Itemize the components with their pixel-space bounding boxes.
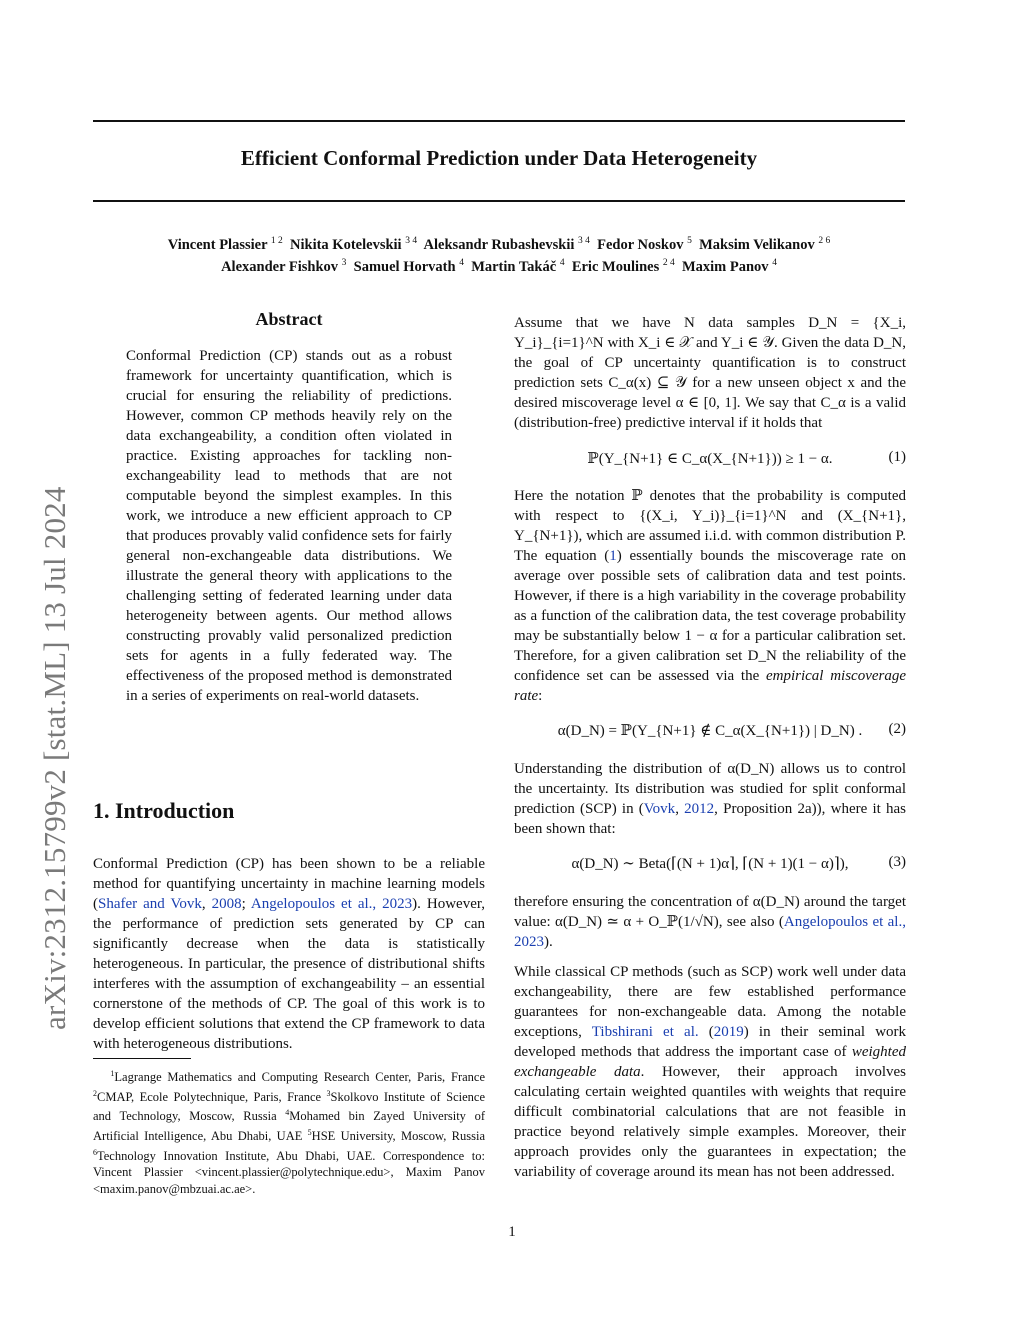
author-name: Martin Takáč xyxy=(471,258,557,275)
author-affiliation: 2 6 xyxy=(818,236,831,246)
paragraph-text: therefore ensuring the concentration of α(D_N) around the target value: α(D_N) ≃ α + O_ℙ(1/√N), see also ( xyxy=(514,894,906,930)
author-affiliation: 2 4 xyxy=(662,258,675,268)
abstract-text: Conformal Prediction (CP) stands out as a robust framework for uncertainty quantification, which is crucial for ensuring the reliability of predictions. However, common CP methods heavily rely on the data exchangeability, a condition often violated in practice. Existing approaches for tackling non-exchangeability lead to methods that are not computable beyond the simplest examples. In this work, we introduce a new efficient approach to CP that produces provably valid confidence sets for fairly general non-exchangeable data distributions. We illustrate the general theory with applications to the challenging setting of federated learning under data heterogeneity between agents. Our method allows constructing provably valid personalized prediction sets for agents in a fully federated way. The effectiveness of the proposed method is demonstrated in a series of experiments on real-world datasets. xyxy=(126,348,452,704)
equation-number: (3) xyxy=(888,854,906,870)
top-rule xyxy=(93,120,905,122)
right-paragraph-4 xyxy=(514,892,906,952)
title-bottom-rule xyxy=(93,200,905,202)
abstract-heading: Abstract xyxy=(255,309,323,329)
citation-link[interactable]: Angelopoulos et al., xyxy=(250,896,377,912)
author-name: Vincent Plassier xyxy=(167,236,268,253)
right-paragraph-2 xyxy=(514,486,906,706)
author-name: Alexander Fishkov xyxy=(221,258,339,275)
affiliation-text: Skolkovo Institute of Science and Technology, Moscow, Russia xyxy=(93,1089,486,1124)
author-name: Maxim Panov xyxy=(681,258,769,275)
paper-title: Efficient Conformal Prediction under Data Heterogeneity xyxy=(240,146,758,170)
affiliation-text: Mohamed bin Zayed University of Artificial Intelligence, Abu Dhabi, UAE xyxy=(93,1109,485,1144)
right-paragraph-5: While classical CP methods (such as SCP) work well under data exchangeability, there are few established performance guarantees for non-exchangeable data. Among the notable exceptions, Tibshirani et al. (2019) in their seminal work developed methods that address the important case of weighted exchangeable data. However, their approach involves calculating certain weighted quantiles with weights that require difficult combinatorial calculations that are not feasible in practice beyond relatively simple examples. Moreover, their approach provides only the guarantees in expectation; the variability of coverage around its mean has not been addressed. xyxy=(514,964,907,1180)
intro-text: Conformal Prediction (CP) has been shown to be a reliable method for quantifying uncertainty in machine learning models ( xyxy=(93,856,485,912)
equation-expression: α(D_N) = ℙ(Y_{N+1} ∉ C_α(X_{N+1}) | D_N) . xyxy=(557,723,863,739)
citation-year-link[interactable]: 2019 xyxy=(713,1024,744,1040)
author-affiliation: 3 4 xyxy=(578,236,590,246)
intro-text: ). However, the performance of prediction sets generated by CP can significantly decrease when the data is statistically heterogeneous. In particular, the presence of distributional shifts interferes with the assumption of exchangeability – an essential cornerstone of the methods of CP. The goal of this work is to develop efficient solutions that extend the CP framework to data with heterogeneous distributions. xyxy=(93,896,486,1052)
paragraph-text: ) essentially bounds the miscoverage rate on average over possible sets of calibration data and test points. However, if there is a high variability in the coverage probability as a function of the calibration data, the test coverage probability may be substantially below 1 − α for a particular calibration set. Therefore, for a given calibration set D_N the reliability of the confidence set can be assessed via the xyxy=(514,548,906,684)
authors-line-1 xyxy=(93,236,905,254)
author-affiliation: 3 4 xyxy=(405,236,418,246)
paragraph-text: Here the notation ℙ denotes that the probability is computed with respect to {(X_i, Y_i)}_{i=1}^N and (X_{N+1}, Y_{N+1}), which are assumed i.i.d. with common distribution P. The equation ( xyxy=(514,488,906,564)
emphasis-text: weighted exchangeable data xyxy=(514,1044,906,1080)
section-heading-introduction: 1. Introduction xyxy=(93,798,235,823)
citation-link[interactable]: Tibshirani et al. xyxy=(591,1024,699,1040)
citation-link[interactable]: Shafer and Vovk xyxy=(98,896,202,912)
author-name: Nikita Kotelevskii xyxy=(290,236,402,253)
equation-ref-link[interactable]: 1 xyxy=(609,548,617,564)
intro-paragraph: Conformal Prediction (CP) has been shown to be a reliable method for quantifying uncertainty in machine learning models (Shafer and Vovk, 2008; Angelopoulos et al., 2023). However, the performance of prediction sets generated by CP can significantly decrease when the data is statistically heterogeneous. In particular, the presence of distributional shifts interferes with the assumption of exchangeability – an essential cornerstone of the methods of CP. The goal of this work is to develop efficient solutions that extend the CP framework to data with heterogeneous distributions. xyxy=(93,856,486,1052)
citation-year-link[interactable]: 2012 xyxy=(684,801,715,817)
paragraph-text: ). xyxy=(544,934,553,950)
paragraph-text: . However, their approach involves calculating certain weighted quantiles with weights that require difficult combinatorial calculations that are not feasible in practice beyond relatively simple examples. Moreover, their approach provides only the guarantees in expectation; the variability of coverage around its mean has not been addressed. xyxy=(514,1064,906,1180)
author-name: Maksim Velikanov xyxy=(699,236,815,253)
author-name: Samuel Horvath xyxy=(353,258,456,275)
citation-link[interactable]: Angelopoulos et al., 2023 xyxy=(514,914,906,950)
equation-expression: α(D_N) ∼ Beta(⌈(N + 1)α⌉, ⌈(N + 1)(1 − α)⌉), xyxy=(571,856,849,872)
author-affiliation: 1 2 xyxy=(270,236,283,246)
author-name: Fedor Noskov xyxy=(597,236,684,253)
equation-number: (1) xyxy=(888,449,906,465)
author-name: Aleksandr Rubashevskii xyxy=(423,236,575,253)
arxiv-identifier: arXiv:2312.15799v2 [stat.ML] 13 Jul 2024 xyxy=(37,486,72,1030)
affiliation-text: Lagrange Mathematics and Computing Research Center, Paris, France xyxy=(114,1070,485,1085)
footnote-affiliations: $^1$Lagrange Mathematics and Computing Research Center, Paris, France $^2$CMAP, Ecole Polytechnique, Paris, France $^3$Skolkovo Institute of Science and Technology, Moscow, Russia $^4$Mohamed bin Zayed University of Artificial Intelligence, Abu Dhabi, UAE $^5$HSE University, Moscow, Russia $^6$Technology Innovation Institute, Abu Dhabi, UAE. Correspondence to: Vincent Plassier <vincent.plassier@polytechnique.edu>, Maxim Panov <maxim.panov@mbzuai.ac.ae>. xyxy=(93,1069,486,1196)
author-affiliation: 3 xyxy=(341,258,347,268)
paragraph-text: While classical CP methods (such as SCP) work well under data exchangeability, there are few established performance guarantees for non-exchangeable data. Among the notable exceptions, xyxy=(514,964,906,1040)
emphasis-text: empirical miscoverage rate xyxy=(514,668,907,704)
affiliation-text: CMAP, Ecole Polytechnique, Paris, France xyxy=(97,1089,327,1104)
paragraph-text: Understanding the distribution of α(D_N) allows us to control the uncertainty. Its distribution was studied for split conformal prediction (SCP) in ( xyxy=(514,761,906,817)
author-affiliation: 4 xyxy=(459,258,464,268)
author-affiliation: 4 xyxy=(772,258,777,268)
author-name: Eric Moulines xyxy=(571,258,660,275)
equation-expression: ℙ(Y_{N+1} ∈ C_α(X_{N+1})) ≥ 1 − α. xyxy=(587,451,833,467)
affiliation-text: Technology Innovation Institute, Abu Dhabi, UAE. Correspondence to: Vincent Plassier <vincent.plassier@polytechnique.edu>, Maxim Panov <maxim.panov@mbzuai.ac.ae>. xyxy=(93,1148,485,1196)
right-paragraph-3: Understanding the distribution of α(D_N) allows us to control the uncertainty. Its distribution was studied for split conformal prediction (SCP) in (Vovk, 2012, Proposition 2a)), where it has been shown that: xyxy=(514,761,906,837)
paragraph-text: , Proposition 2a)), where it has been shown that: xyxy=(514,801,906,837)
citation-link[interactable]: Vovk xyxy=(643,801,676,817)
author-affiliation: 4 xyxy=(559,258,565,268)
authors-line-2 xyxy=(93,258,905,276)
right-paragraph-1: Assume that we have N data samples D_N = {X_i, Y_i}_{i=1}^N with X_i ∈ 𝒳 and Y_i ∈ 𝒴. Given the data D_N, the goal of CP uncertainty quantification is to construct prediction sets C_α(x) ⊆ 𝒴 for a new unseen object x and the desired miscoverage level α ∈ [0, 1]. We say that C_α is a valid (distribution-free) predictive interval if it holds that xyxy=(514,315,906,431)
footnote-rule xyxy=(93,1058,191,1059)
author-affiliation: 5 xyxy=(687,236,692,246)
citation-year-link[interactable]: 2008 xyxy=(211,896,242,912)
equation-number: (2) xyxy=(888,721,906,737)
affiliation-text: HSE University, Moscow, Russia xyxy=(311,1129,485,1144)
paragraph-text: in their seminal work developed methods that address the important case of xyxy=(514,1024,907,1060)
paragraph-text: : xyxy=(538,688,543,704)
page-number: 1 xyxy=(508,1224,516,1240)
citation-year-link[interactable]: 2023 xyxy=(382,896,413,912)
